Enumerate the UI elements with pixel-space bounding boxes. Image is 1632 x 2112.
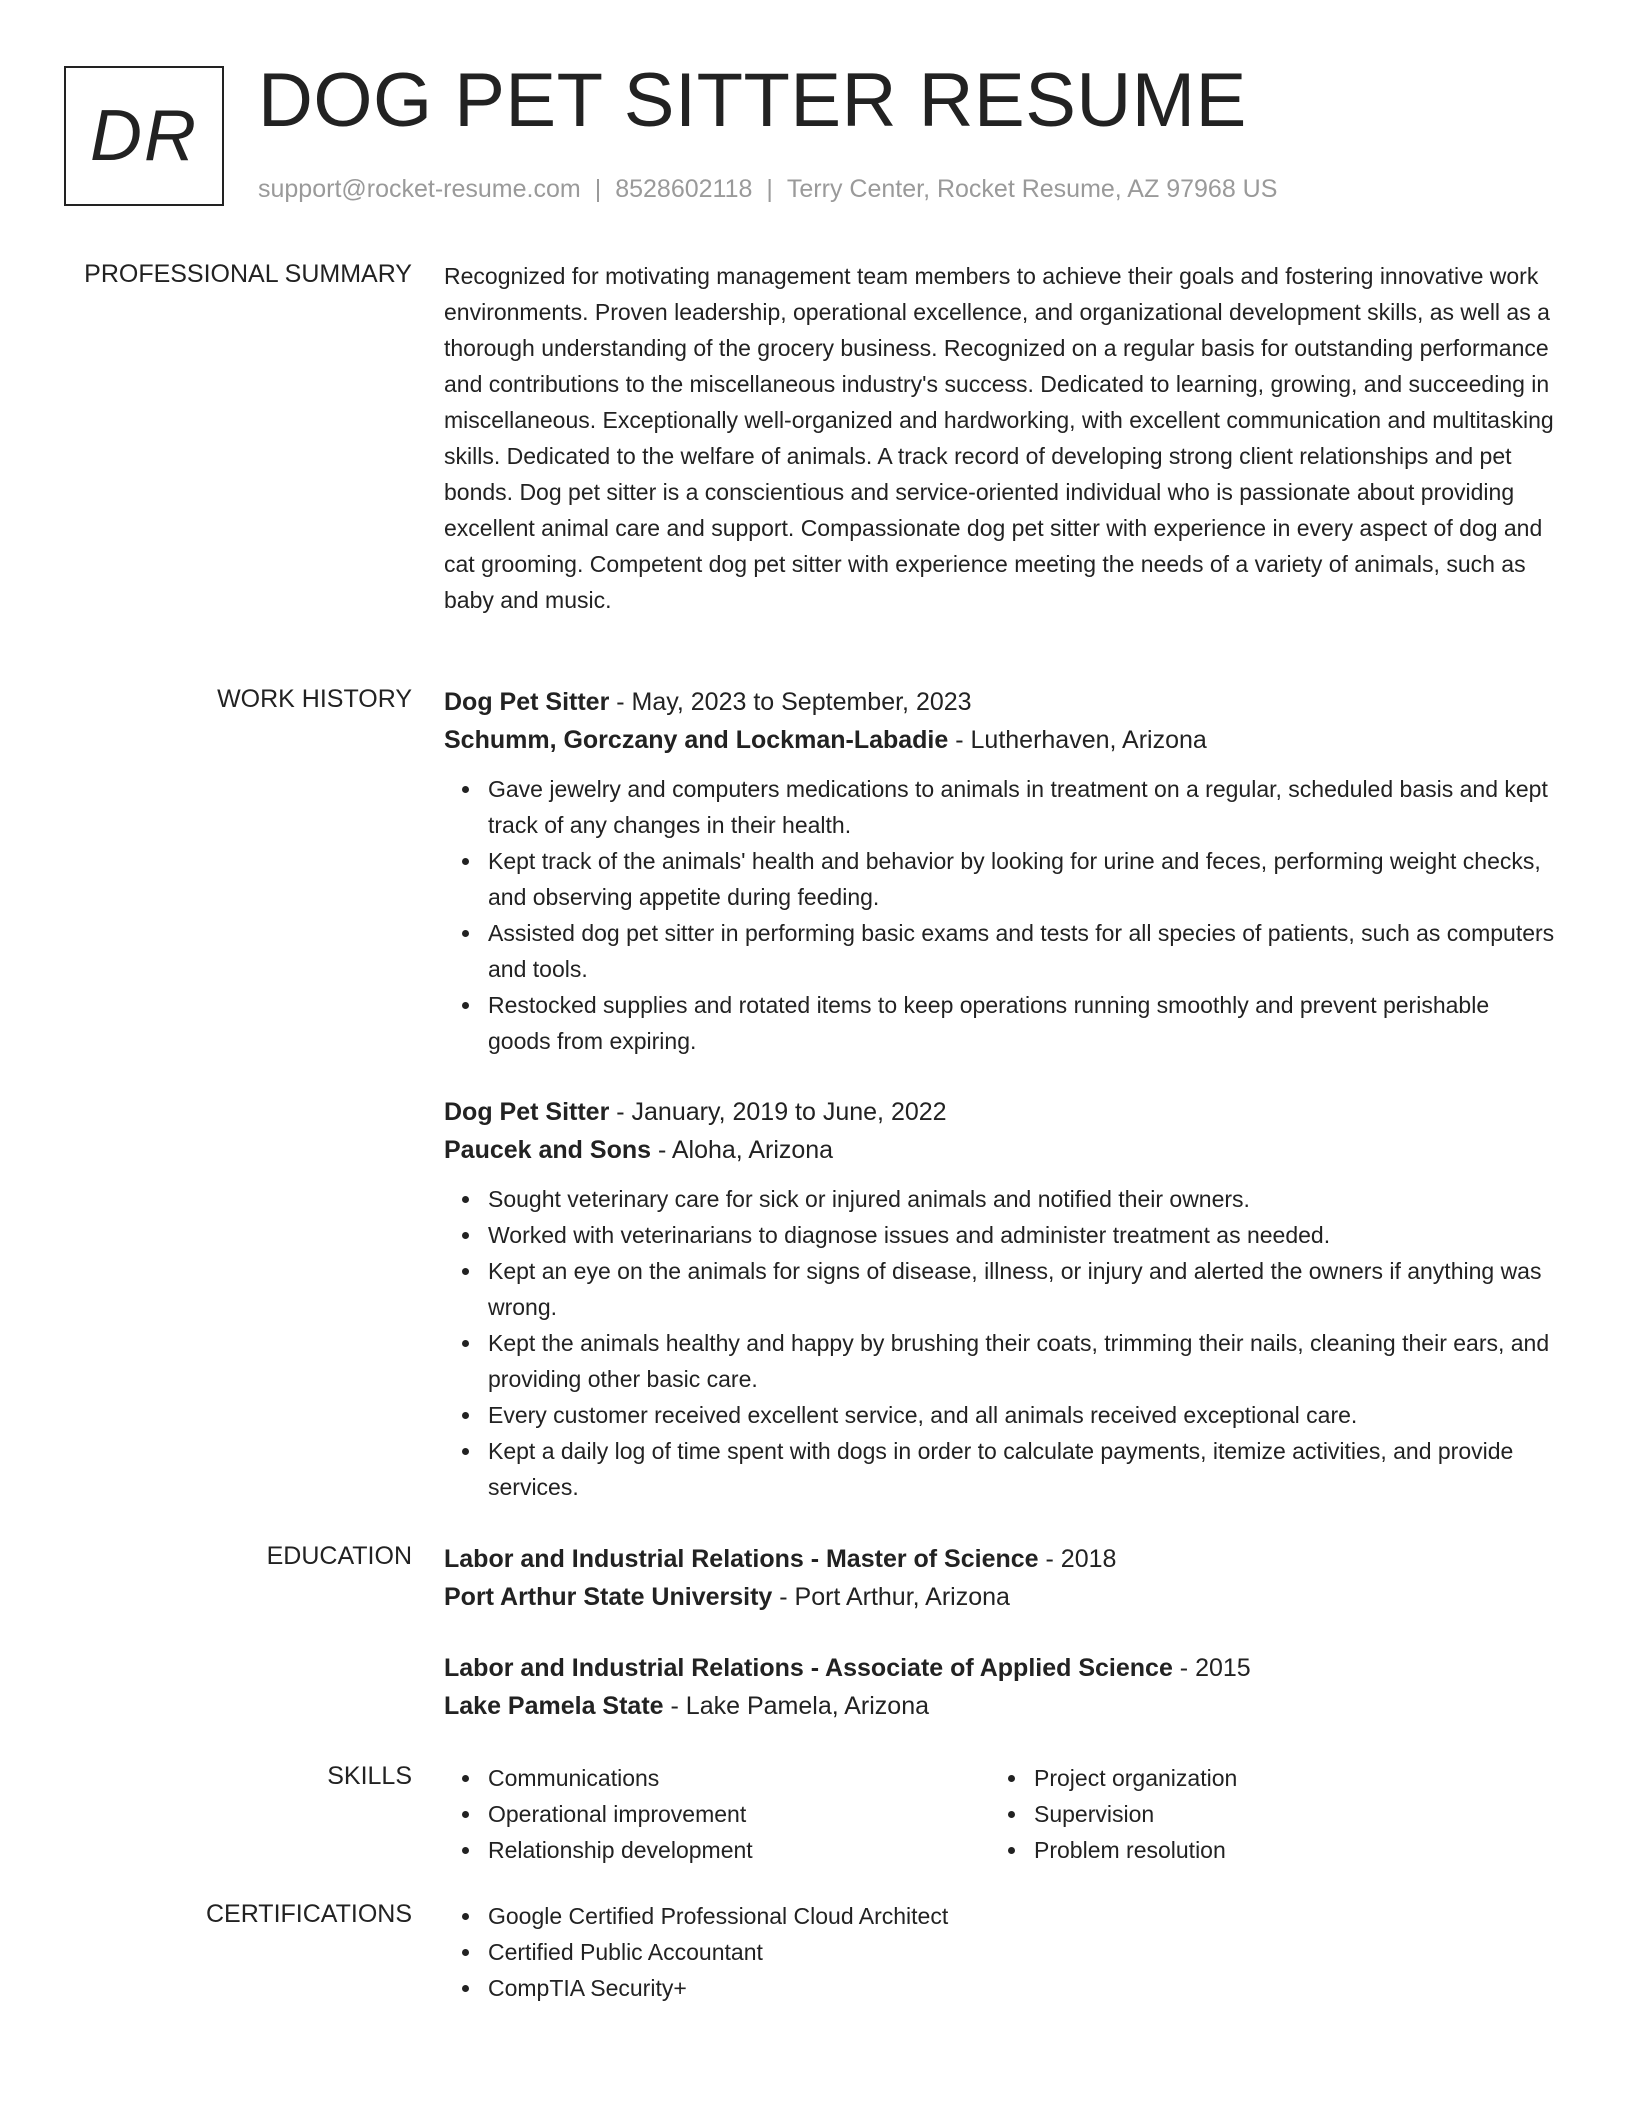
- school-line: [444, 1687, 1556, 1725]
- list-item: Relationship development: [488, 1832, 990, 1868]
- list-item: Kept track of the animals' health and behavior by looking for urine and feces, performing weight checks, and observing appetite during feeding.: [488, 843, 1556, 915]
- summary-body: [444, 258, 1556, 618]
- skills-list: [444, 1760, 990, 1868]
- certifications-body: [444, 1898, 1556, 2006]
- degree-year: - 2015: [1172, 1654, 1251, 1682]
- summary-text: Recognized for motivating management team members to achieve their goals and fostering innovative work environments. Proven leadership, operational excellence, and organizational development skills, as well as a thorough understanding of the grocery business. Recognized on a regular basis for outstanding performance and contributions to the miscellaneous industry's success. Dedicated to learning, growing, and succeeding in miscellaneous. Exceptionally well-organized and hardworking, with excellent communication and multitasking skills. Dedicated to the welfare of animals. A track record of developing strong client relationships and pet bonds. Dog pet sitter is a conscientious and service-oriented individual who is passionate about providing excellent animal care and support. Compassionate dog pet sitter with experience in every aspect of dog and cat grooming. Competent dog pet sitter with experience meeting the needs of a variety of animals, such as baby and music.: [444, 263, 1554, 613]
- job-dates: - May, 2023 to September, 2023: [609, 688, 972, 716]
- education-entry: [444, 1540, 1556, 1616]
- page-title: DOG PET SITTER RESUME: [258, 58, 1247, 143]
- job-company-line: [444, 721, 1556, 759]
- skills-grid: [444, 1760, 1556, 1868]
- education-body: [444, 1540, 1556, 1725]
- section-label-education: EDUCATION: [266, 1542, 412, 1570]
- school-location: - Port Arthur, Arizona: [772, 1583, 1010, 1611]
- school: Lake Pamela State: [444, 1692, 664, 1720]
- skills-column-right: [990, 1760, 1536, 1868]
- job-company-line: [444, 1131, 1556, 1169]
- school-location: - Lake Pamela, Arizona: [663, 1692, 929, 1720]
- contact-address: Terry Center, Rocket Resume, AZ 97968 US: [786, 175, 1278, 203]
- degree-year: - 2018: [1038, 1545, 1117, 1573]
- job-dates: - January, 2019 to June, 2022: [609, 1098, 947, 1126]
- job-entry: [444, 1093, 1556, 1505]
- education-entry: [444, 1649, 1556, 1725]
- job-location: - Aloha, Arizona: [651, 1136, 834, 1164]
- contact-line: [258, 174, 1277, 204]
- work-history-body: [444, 683, 1556, 1505]
- job-location: - Lutherhaven, Arizona: [948, 726, 1207, 754]
- job-company: Schumm, Gorczany and Lockman-Labadie: [444, 726, 949, 754]
- section-label-skills: SKILLS: [327, 1762, 412, 1790]
- list-item: Certified Public Accountant: [488, 1934, 1556, 1970]
- list-item: Gave jewelry and computers medications to animals in treatment on a regular, scheduled basis and kept track of any changes in their health.: [488, 771, 1556, 843]
- section-label-work-history: WORK HISTORY: [217, 685, 412, 713]
- school: Port Arthur State University: [444, 1583, 773, 1611]
- list-item: Kept an eye on the animals for signs of disease, illness, or injury and alerted the owners if anything was wrong.: [488, 1253, 1556, 1325]
- job-title: Dog Pet Sitter: [444, 688, 610, 716]
- list-item: Operational improvement: [488, 1796, 990, 1832]
- list-item: Kept the animals healthy and happy by brushing their coats, trimming their nails, cleaning their ears, and providing other basic care.: [488, 1325, 1556, 1397]
- job-title-line: [444, 683, 1556, 721]
- job-title: Dog Pet Sitter: [444, 1098, 610, 1126]
- degree-line: [444, 1649, 1556, 1687]
- contact-phone: 8528602118: [615, 175, 753, 203]
- skills-body: [444, 1760, 1556, 1868]
- skills-list: [990, 1760, 1536, 1868]
- contact-separator: |: [594, 175, 602, 203]
- list-item: Assisted dog pet sitter in performing basic exams and tests for all species of patients, such as computers and tools.: [488, 915, 1556, 987]
- section-label-certifications: CERTIFICATIONS: [205, 1900, 412, 1928]
- job-title-line: [444, 1093, 1556, 1131]
- contact-separator: |: [766, 175, 773, 203]
- job-company: Paucek and Sons: [444, 1136, 652, 1164]
- list-item: Supervision: [1034, 1796, 1536, 1832]
- job-bullets: [444, 1181, 1556, 1505]
- school-line: [444, 1578, 1556, 1616]
- certifications-list: [444, 1898, 1556, 2006]
- section-label-summary: PROFESSIONAL SUMMARY: [84, 260, 412, 288]
- degree: Labor and Industrial Relations - Associate of Applied Science: [444, 1654, 1173, 1682]
- job-entry: [444, 683, 1556, 1059]
- list-item: Worked with veterinarians to diagnose issues and administer treatment as needed.: [488, 1217, 1556, 1253]
- list-item: CompTIA Security+: [488, 1970, 1556, 2006]
- list-item: Problem resolution: [1034, 1832, 1536, 1868]
- list-item: Restocked supplies and rotated items to keep operations running smoothly and prevent perishable goods from expiring.: [488, 987, 1556, 1059]
- contact-email: support@rocket-resume.com: [258, 175, 581, 203]
- list-item: Sought veterinary care for sick or injured animals and notified their owners.: [488, 1181, 1556, 1217]
- list-item: Communications: [488, 1760, 990, 1796]
- job-bullets: [444, 771, 1556, 1059]
- degree: Labor and Industrial Relations - Master of Science: [444, 1545, 1039, 1573]
- monogram-logo: DR: [64, 66, 224, 206]
- list-item: Kept a daily log of time spent with dogs in order to calculate payments, itemize activities, and provide services.: [488, 1433, 1556, 1505]
- list-item: Every customer received excellent service, and all animals received exceptional care.: [488, 1397, 1556, 1433]
- degree-line: [444, 1540, 1556, 1578]
- list-item: Google Certified Professional Cloud Architect: [488, 1898, 1556, 1934]
- list-item: Project organization: [1034, 1760, 1536, 1796]
- skills-column-left: [444, 1760, 990, 1868]
